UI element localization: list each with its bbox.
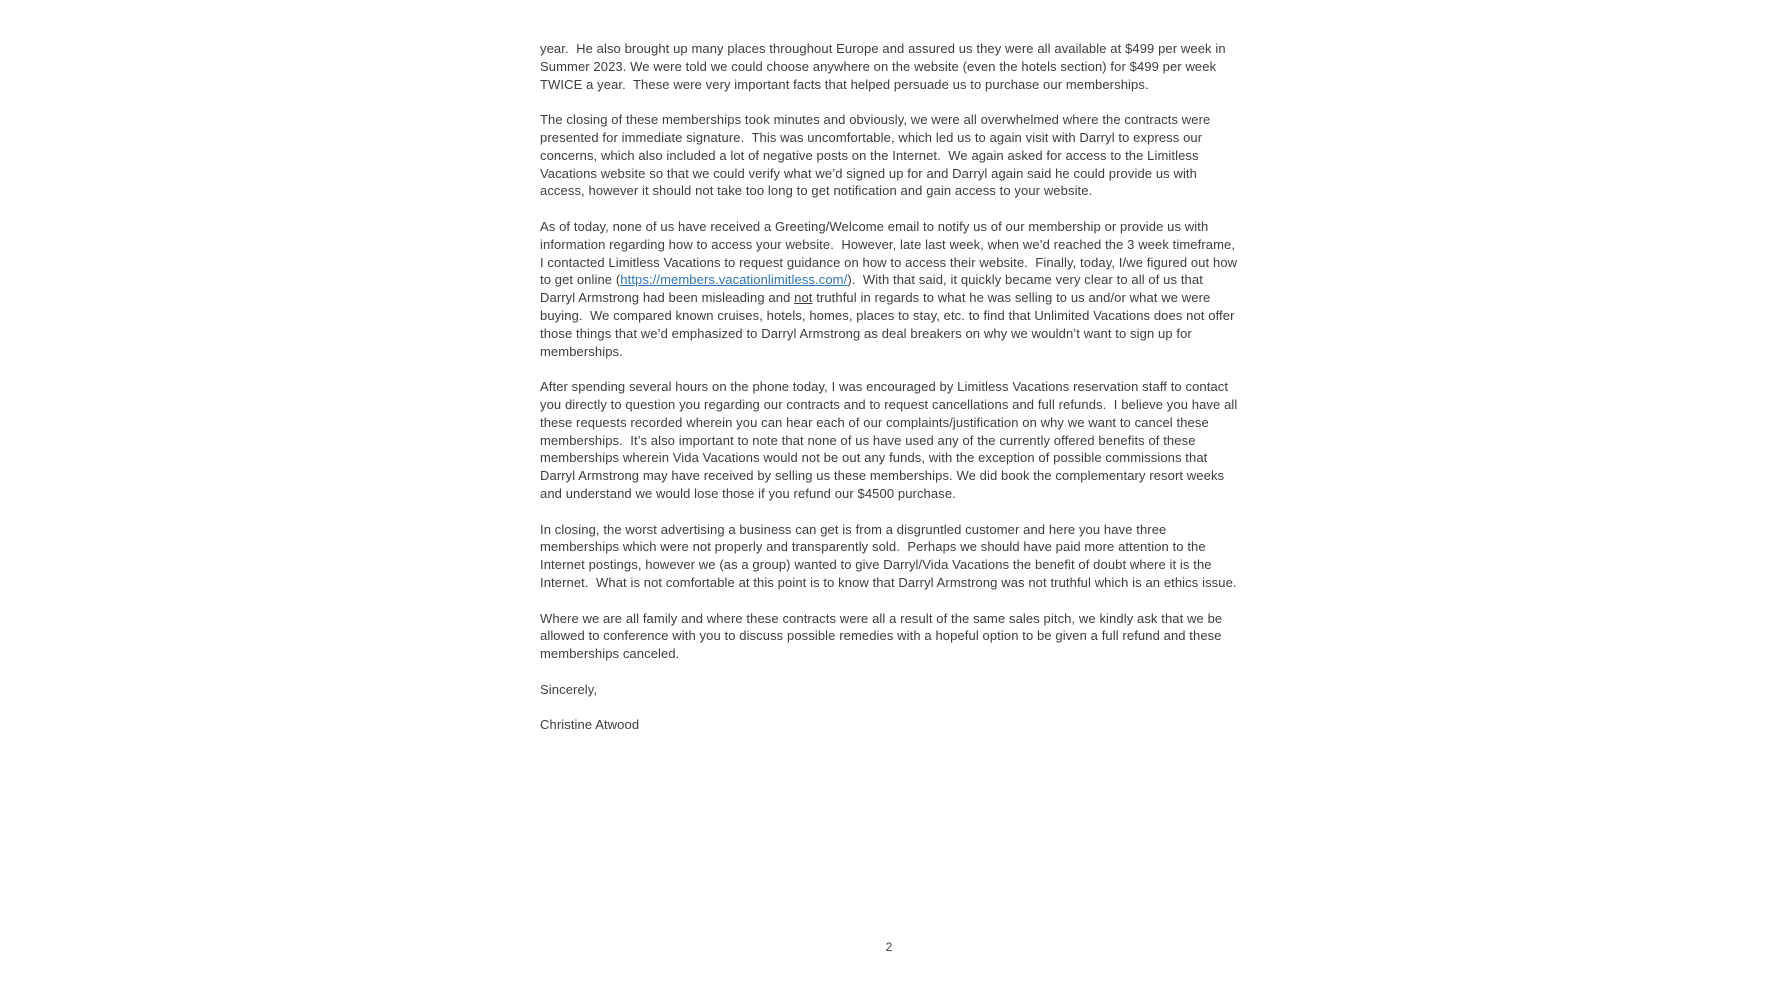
paragraph-1: year. He also brought up many places throughout Europe and assured us they were all available at $499 per week in Summer 2023. We were told we could choose anywhere on the website (even the hotels section) for $499 per week TWICE a year. These were very important facts that helped persuade us to purchase our memberships. (540, 41, 1230, 92)
paragraph-3-text-before-link: As of today, none of us have received a Greeting/Welcome email to notify us of our membership or provide us with information regarding how to access your website. However, late last week, when we’d reached the 3 week timeframe, I contacted Limitless Vacations to request guidance on how to access their website. Finally, today, I/we figured out how to get online ( (540, 218, 1241, 288)
paragraph-3 (540, 218, 1240, 360)
membership-site-link[interactable]: https://members.vacationlimitless.com/ (620, 272, 848, 288)
paragraph-4: After spending several hours on the phone today, I was encouraged by Limitless Vacations reservation staff to contact you directly to question you regarding our contracts and to request cancellations and full refunds. I believe you have all these requests recorded wherein you can hear each of our complaints/justification on why we want to cancel these memberships. It’s also important to note that none of us have used any of the currently offered benefits of these memberships wherein Vida Vacations would not be out any funds, with the exception of possible commissions that Darryl Armstrong may have received by selling us these memberships. We did book the complementary resort weeks and understand we would lose those if you refund our $4500 purchase. (540, 379, 1242, 501)
paragraph-2: The closing of these memberships took minutes and obviously, we were all overwhelmed where the contracts were presented for immediate signature. This was uncomfortable, which led us to again visit with Darryl to express our concerns, which also included a lot of negative posts on the Internet. We again asked for access to the Limitless Vacations website so that we could verify what we’d signed up for and Darryl again said he could provide us with access, however it should not take too long to get notification and gain access to your website. (540, 112, 1215, 199)
paragraph-3-text-after-link: ). With that said, it quickly became very clear to all of us that Darryl Armstrong had been misleading and (540, 272, 1207, 306)
paragraph-6: Where we are all family and where these contracts were all a result of the same sales pitch, we kindly ask that we be allowed to conference with you to discuss possible remedies with a hopeful option to be given a full refund and these memberships canceled. (540, 610, 1226, 662)
signature-name: Christine Atwood (540, 717, 640, 733)
paragraph-5: In closing, the worst advertising a business can get is from a disgruntled customer and here you have three memberships which were not properly and transparently sold. Perhaps we should have paid more attention to the Internet postings, however we (as a group) wanted to give Darryl/Vida Vacations the benefit of doubt where it is the Internet. What is not comfortable at this point is to know that Darryl Armstrong was not truthful which is an ethics issue. (540, 521, 1237, 590)
letter-body (540, 40, 1240, 752)
paragraph-3-underlined-word: not (794, 290, 813, 306)
page-number: 2 (885, 940, 893, 954)
closing-block (540, 681, 1240, 734)
closing-salutation: Sincerely, (540, 681, 598, 697)
paragraph-3-text-after-underline: truthful in regards to what he was selling to us and/or what we were buying. We compared known cruises, hotels, homes, places to stay, etc. to find that Unlimited Vacations does not offer those things that we’d emphasized to Darryl Armstrong as deal breakers on why we wouldn’t want to sign up for memberships. (540, 290, 1239, 359)
